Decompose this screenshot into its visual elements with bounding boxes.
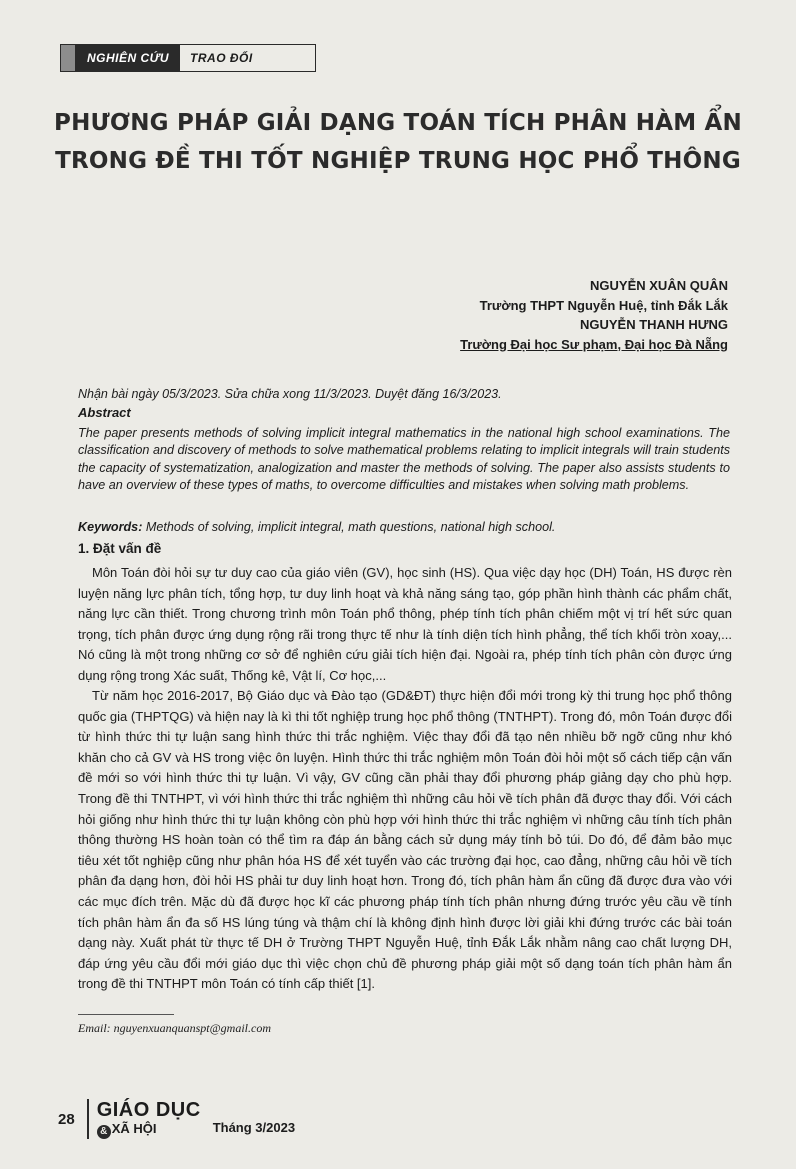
article-title — [40, 104, 756, 180]
section-label-exchange: TRAO ĐỔI — [179, 45, 263, 71]
section-header — [60, 44, 316, 72]
footer-divider — [87, 1099, 89, 1139]
abstract-body: The paper presents methods of solving implicit integral mathematics in the national high school examinations. The classification and discovery of methods to solve mathematical problems relating to implicit integrals will train students the capacity of systematization, analogization and master the methods of solving. The paper also assists students to have an overview of these types of maths, to overcome difficulties and mistakes when solving math problems. — [78, 426, 730, 492]
author-2-affiliation: Trường Đại học Sư phạm, Đại học Đà Nẵng — [460, 336, 728, 352]
keywords-label: Keywords: — [78, 520, 143, 534]
paragraph-2: Từ năm học 2016-2017, Bộ Giáo dục và Đào tạo (GD&ĐT) thực hiện đổi mới trong kỳ thi trung học phổ thông quốc gia (THPTQG) và hiện nay là kì thi tốt nghiệp trung học phổ thông (TNTHPT). Trong đó, môn Toán được đổi từ hình thức thi tự luận sang hình thức thi trắc nghiệm. Việc thay đổi đã tạo nên nhiều bỡ ngỡ cũng như khó khăn cho cả GV và HS trong việc ôn luyện. Hình thức thi trắc nghiệm môn Toán đòi hỏi một số cách tiếp cận vấn đề mới so với hình thức thi tự luận. Vì vậy, GV cũng cần phải thay đổi phương pháp giảng dạy cho phù hợp. Trong đề thi TNTHPT, vì với hình thức thi trắc nghiệm thì những câu hỏi về tích phân đã được thay đổi. Với cách hỏi giống như hình thức thi tự luận không còn phù hợp với hình thức thi trắc nghiệm vì những câu tính tích phân thông thường HS hoàn toàn có thể tìm ra đáp án bằng cách sử dụng máy tính bỏ túi. Do đó, để đảm bảo mục tiêu xét tốt nghiệp cũng như phân hóa HS để xét tuyển vào các trường đại học, cao đẳng, những câu hỏi về tích phân đa dạng hơn, đòi hỏi HS phải tư duy linh hoạt hơn. Trong đó, tích phân hàm ẩn cũng đã được đưa vào với các mục đích trên. Mặc dù đã được học kĩ các phương pháp tính tích phân nhưng đứng trước yêu cầu về tính tích phân hàm ẩn đa số HS lúng túng và thậm chí là không định hình được lời giải khi đứng trước các bài toán dạng này. Xuất phát từ thực tế DH ở Trường THPT Nguyễn Huệ, tỉnh Đắk Lắk nhằm nâng cao chất lượng DH, đáp ứng yêu cầu đổi mới giáo dục thì việc chọn chủ đề phương pháp giải một số dạng toán tích phân hàm ẩn trong đề thi TNTHPT môn Toán có tính cấp thiết [1]. — [78, 688, 732, 992]
header-accent-shape — [61, 45, 75, 71]
abstract-heading: Abstract — [78, 405, 131, 420]
author-block — [460, 276, 728, 354]
author-1-affiliation: Trường THPT Nguyễn Huệ, tỉnh Đắk Lắk — [479, 297, 728, 313]
author-email: Email: nguyenxuanquanspt@gmail.com — [78, 1021, 272, 1035]
submission-dates: Nhận bài ngày 05/3/2023. Sửa chữa xong 11/3/2023. Duyệt đăng 16/3/2023. — [78, 387, 502, 401]
journal-name-bottom: & XÃ HỘI — [97, 1122, 201, 1139]
title-line-2: TRONG ĐỀ THI TỐT NGHIỆP TRUNG HỌC PHỔ THÔNG — [55, 148, 741, 174]
title-line-1: PHƯƠNG PHÁP GIẢI DẠNG TOÁN TÍCH PHÂN HÀM ẨN — [54, 110, 742, 136]
journal-name-top: GIÁO DỤC — [96, 1098, 201, 1121]
section-heading: 1. Đặt vấn đề — [78, 541, 162, 556]
author-2-name: NGUYỄN THANH HƯNG — [579, 317, 728, 332]
keywords — [78, 519, 738, 536]
footnote-divider — [78, 1014, 174, 1015]
ampersand-icon: & — [97, 1125, 111, 1139]
journal-logo — [97, 1100, 201, 1139]
page-footer — [58, 1096, 295, 1142]
issue-date: Tháng 3/2023 — [212, 1120, 296, 1135]
paragraph-1: Môn Toán đòi hỏi sự tư duy cao của giáo viên (GV), học sinh (HS). Qua việc dạy học (DH) Toán, HS được rèn luyện năng lực phân tích, tổng hợp, tư duy linh hoạt và khả năng sáng tạo, góp phần hình thành các phẩm chất, năng lực cần thiết. Trong chương trình môn Toán phổ thông, phép tính tích phân chiếm một vị trí hết sức quan trọng, tích phân được ứng dụng rộng rãi trong thực tế như là tính diện tích hình phẳng, thể tích khối tròn xoay,... Nó cũng là một trong những cơ sở để nghiên cứu giải tích hiện đại. Ngoài ra, phép tính tích phân còn được ứng dụng rộng trong Xác suất, Thống kê, Vật lí, Cơ học,... — [78, 565, 732, 683]
page-number: 28 — [58, 1110, 75, 1128]
keywords-text: Methods of solving, implicit integral, math questions, national high school. — [142, 520, 556, 534]
author-1-name: NGUYỄN XUÂN QUÂN — [590, 278, 728, 293]
section-label-research: NGHIÊN CỨU — [61, 45, 179, 71]
